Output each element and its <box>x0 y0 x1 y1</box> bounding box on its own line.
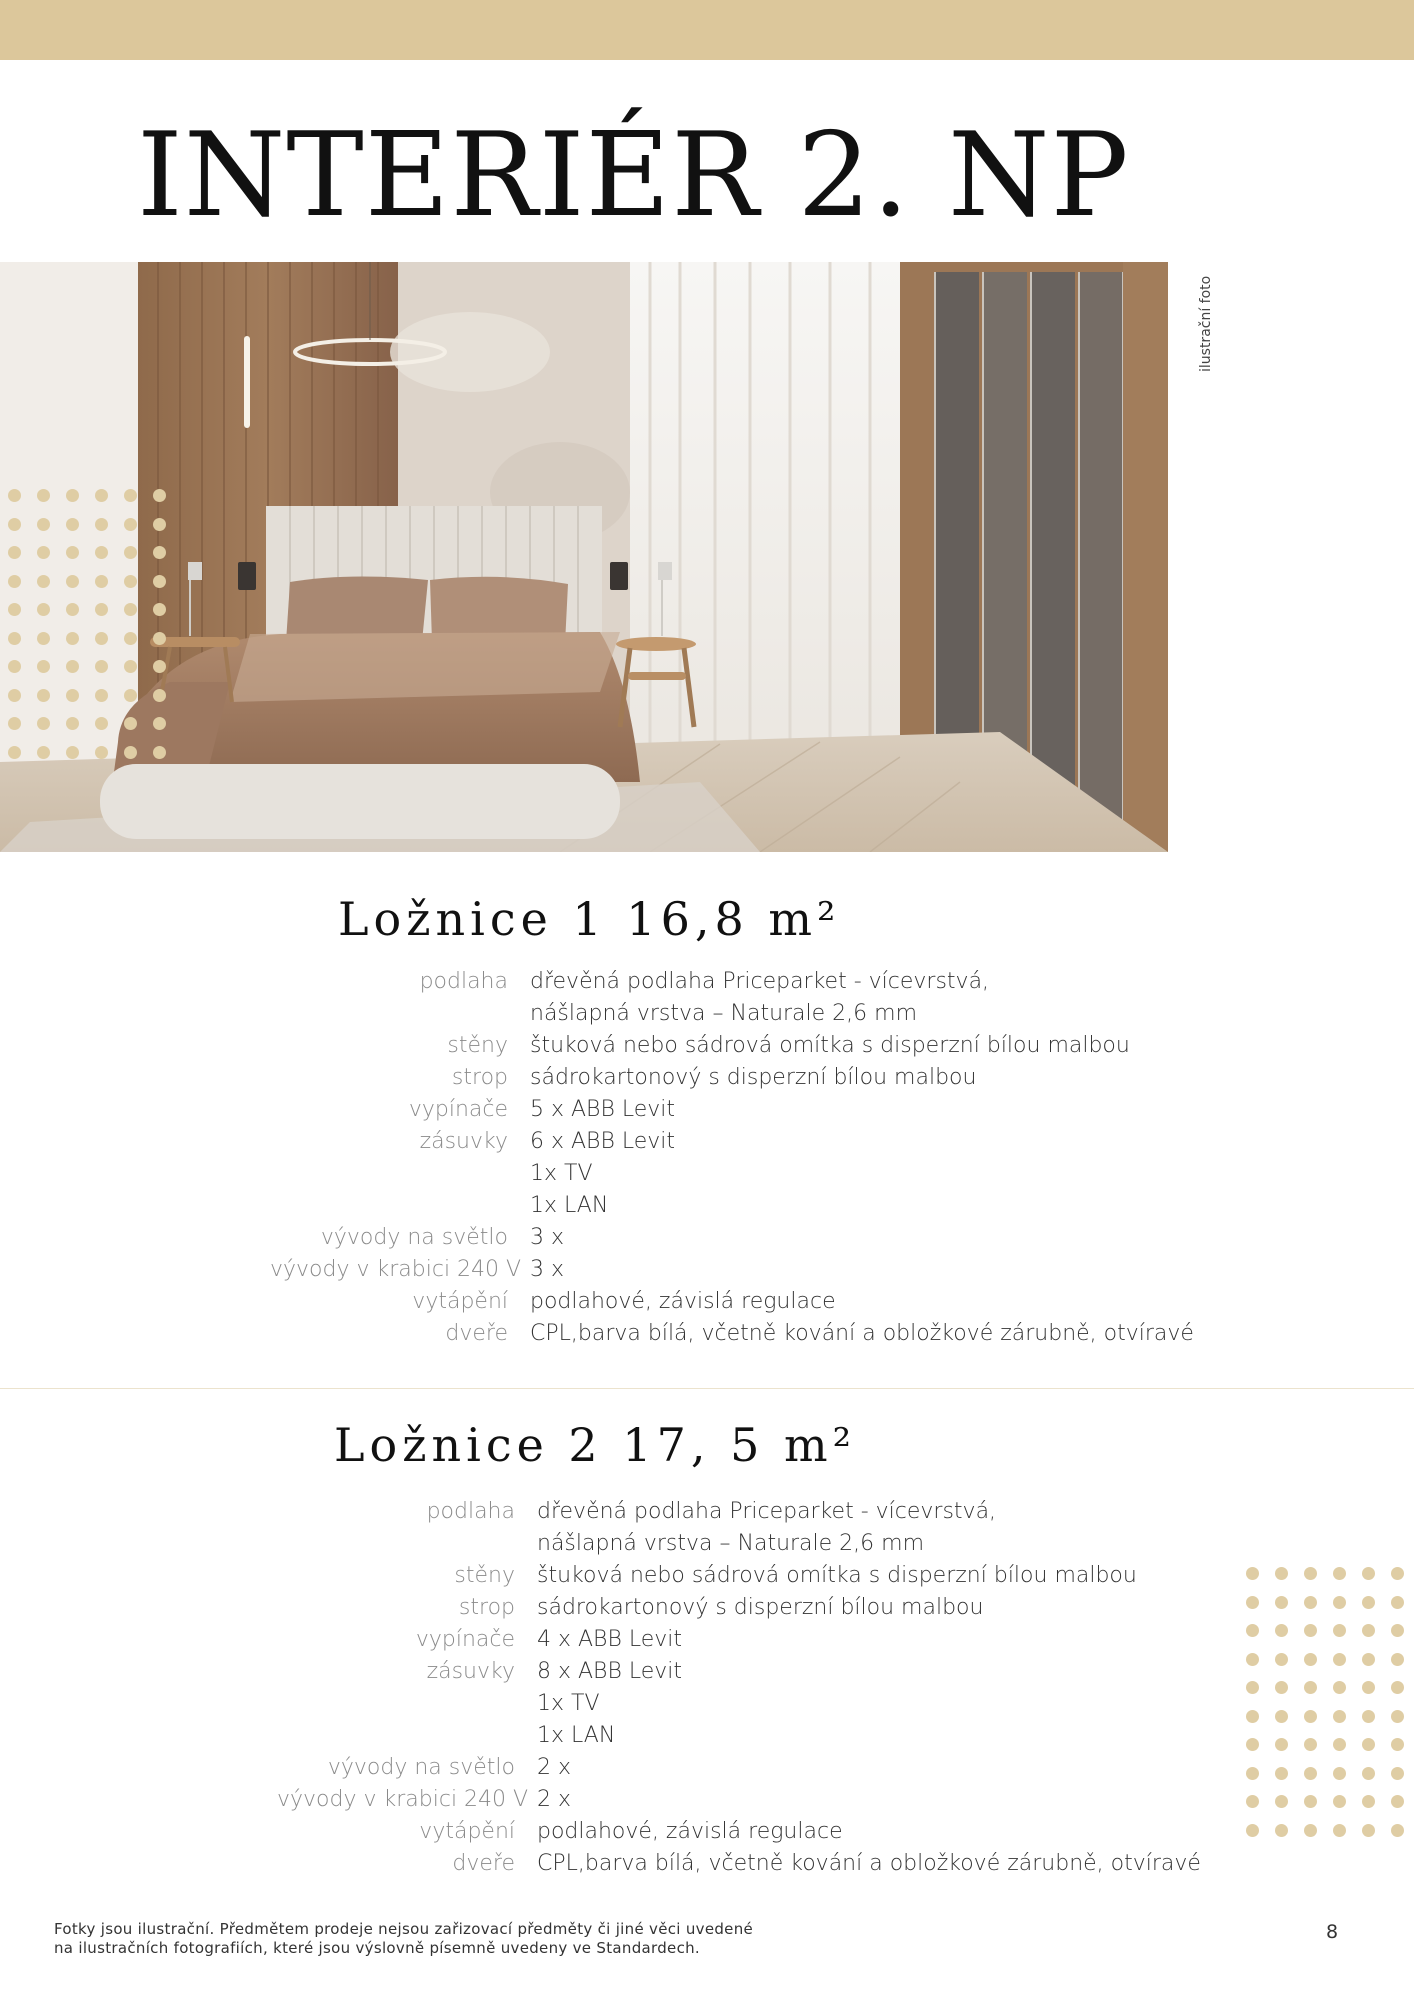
spec-row-tv <box>277 1688 1201 1720</box>
spec-row-vypinace <box>270 1094 1194 1126</box>
spec-label: vývody na světlo <box>327 1755 515 1780</box>
spec-row-vyvody-svetlo <box>270 1222 1194 1254</box>
spec-label: vývody v krabici 240 V <box>277 1787 529 1812</box>
spec-label: stěny <box>447 1033 508 1058</box>
room-2-title: Ložnice 2 17, 5 m² <box>334 1418 857 1472</box>
decorative-dot-grid-right <box>1246 1567 1404 1837</box>
spec-label: strop <box>458 1595 515 1620</box>
spec-label: strop <box>451 1065 508 1090</box>
spec-row-vyvody-krabice <box>270 1254 1194 1286</box>
spec-label <box>270 998 530 1030</box>
spec-value: 3 x <box>530 1257 565 1282</box>
spec-value: 1x LAN <box>537 1723 616 1748</box>
spec-value: 1x TV <box>530 1161 593 1186</box>
spec-row-vytapeni <box>270 1286 1194 1318</box>
spec-row-podlaha <box>277 1496 1201 1528</box>
spec-value: 2 x <box>537 1755 572 1780</box>
spec-value: 5 x ABB Levit <box>530 1097 676 1122</box>
spec-row-podlaha-cont <box>270 998 1194 1030</box>
section-divider <box>0 1388 1414 1389</box>
spec-label: podlaha <box>419 969 508 994</box>
spec-value: 4 x ABB Levit <box>537 1627 683 1652</box>
spec-label: zásuvky <box>426 1659 515 1684</box>
spec-row-zasuvky <box>270 1126 1194 1158</box>
top-accent-bar <box>0 0 1414 60</box>
spec-row-zasuvky <box>277 1656 1201 1688</box>
spec-value: sádrokartonový s disperzní bílou malbou <box>537 1595 984 1620</box>
spec-label: vypínače <box>415 1627 515 1652</box>
page-title: INTERIÉR 2. NP <box>137 108 1130 243</box>
spec-value: 6 x ABB Levit <box>530 1129 676 1154</box>
spec-label: zásuvky <box>419 1129 508 1154</box>
spec-label: stěny <box>454 1563 515 1588</box>
spec-value: podlahové, závislá regulace <box>537 1819 843 1844</box>
spec-value: nášlapná vrstva – Naturale 2,6 mm <box>537 1531 925 1556</box>
photo-caption: ilustrační foto <box>1198 275 1214 372</box>
spec-label: dveře <box>452 1851 515 1876</box>
spec-row-strop <box>270 1062 1194 1094</box>
spec-value: štuková nebo sádrová omítka s disperzní bílou malbou <box>530 1033 1130 1058</box>
spec-value: 8 x ABB Levit <box>537 1659 683 1684</box>
spec-row-steny <box>270 1030 1194 1062</box>
spec-value: 3 x <box>530 1225 565 1250</box>
footer-note <box>54 1920 753 1958</box>
spec-value: CPL,barva bílá, včetně kování a obložkové zárubně, otvíravé <box>530 1321 1194 1346</box>
spec-row-lan <box>270 1190 1194 1222</box>
spec-row-vypinace <box>277 1624 1201 1656</box>
spec-value: nášlapná vrstva – Naturale 2,6 mm <box>530 1001 918 1026</box>
spec-label: vývody na světlo <box>320 1225 508 1250</box>
spec-value: sádrokartonový s disperzní bílou malbou <box>530 1065 977 1090</box>
spec-label: vývody v krabici 240 V <box>270 1257 522 1282</box>
room-2-spec-list <box>277 1496 1201 1880</box>
spec-value: štuková nebo sádrová omítka s disperzní bílou malbou <box>537 1563 1137 1588</box>
spec-row-podlaha <box>270 966 1194 998</box>
bedroom-photo <box>0 262 1168 852</box>
spec-row-vyvody-krabice <box>277 1784 1201 1816</box>
spec-value: CPL,barva bílá, včetně kování a obložkové zárubně, otvíravé <box>537 1851 1201 1876</box>
spec-row-vytapeni <box>277 1816 1201 1848</box>
room-1-spec-list <box>270 966 1194 1350</box>
spec-row-vyvody-svetlo <box>277 1752 1201 1784</box>
spec-value: 2 x <box>537 1787 572 1812</box>
spec-row-dvere <box>277 1848 1201 1880</box>
spec-value: dřevěná podlaha Priceparket - vícevrstvá, <box>537 1499 997 1524</box>
footer-note-line-1: Fotky jsou ilustrační. Předmětem prodeje nejsou zařizovací předměty či jiné věci uvedené <box>54 1920 754 1938</box>
spec-value: dřevěná podlaha Priceparket - vícevrstvá, <box>530 969 990 994</box>
footer-note-line-2: na ilustračních fotografiích, které jsou výslovně písemně uvedeny ve Standardech. <box>54 1939 700 1957</box>
spec-row-tv <box>270 1158 1194 1190</box>
spec-value: 1x TV <box>537 1691 600 1716</box>
spec-row-lan <box>277 1720 1201 1752</box>
page-number: 8 <box>1326 1921 1339 1943</box>
room-1-title: Ložnice 1 16,8 m² <box>338 892 841 946</box>
spec-label <box>277 1688 537 1720</box>
spec-label: dveře <box>445 1321 508 1346</box>
spec-label <box>270 1158 530 1190</box>
spec-label: vytápění <box>419 1819 515 1844</box>
spec-row-steny <box>277 1560 1201 1592</box>
spec-label: vypínače <box>408 1097 508 1122</box>
spec-label <box>277 1528 537 1560</box>
spec-value: 1x LAN <box>530 1193 609 1218</box>
spec-label: podlaha <box>426 1499 515 1524</box>
spec-label <box>277 1720 537 1752</box>
spec-row-strop <box>277 1592 1201 1624</box>
spec-value: podlahové, závislá regulace <box>530 1289 836 1314</box>
spec-label <box>270 1190 530 1222</box>
spec-row-dvere <box>270 1318 1194 1350</box>
spec-label: vytápění <box>412 1289 508 1314</box>
spec-row-podlaha-cont <box>277 1528 1201 1560</box>
decorative-dot-grid-left <box>8 489 166 759</box>
